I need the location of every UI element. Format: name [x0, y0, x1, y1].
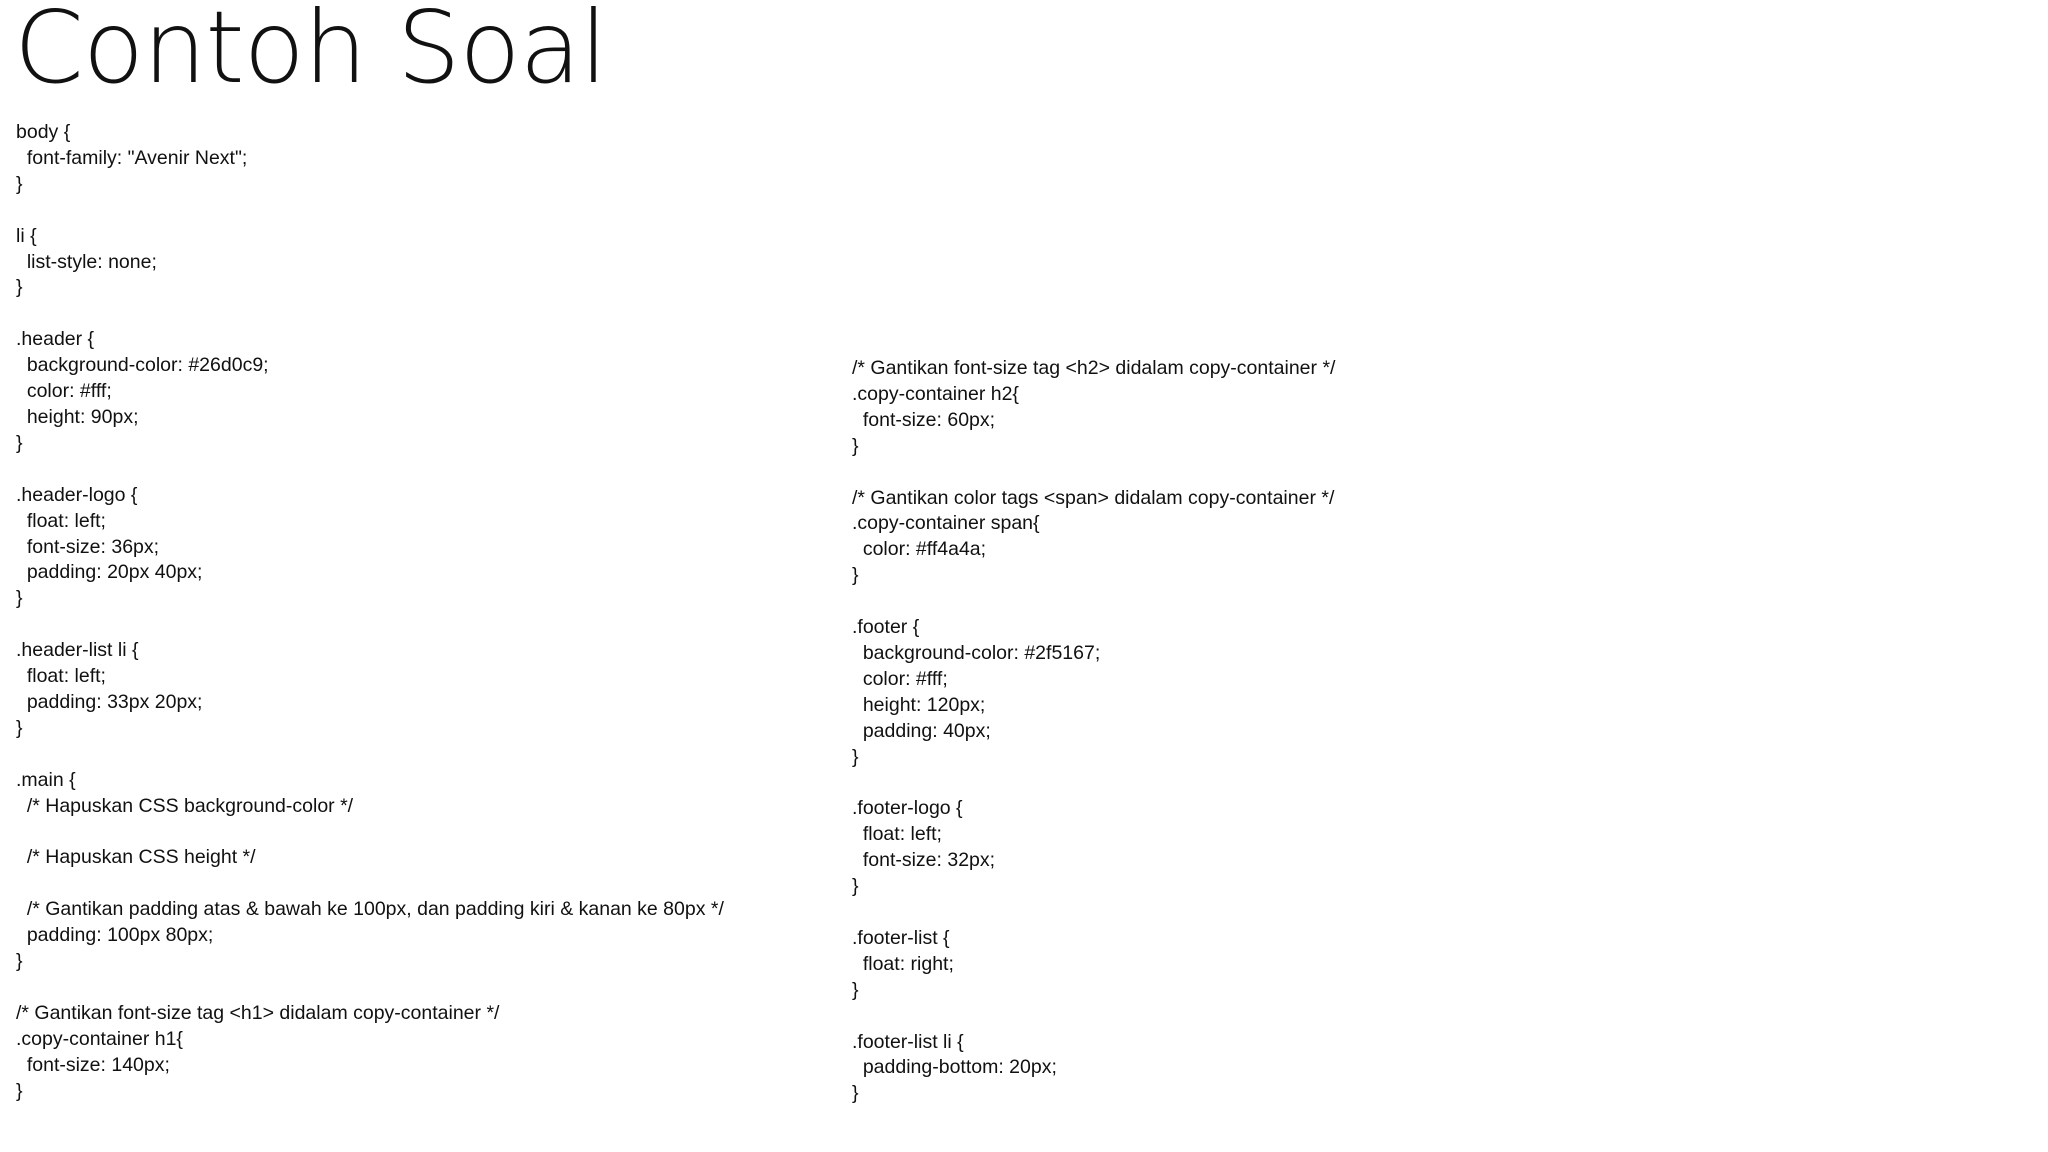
slide-title: Contoh Soal: [14, 0, 607, 106]
css-code-block-left: body { font-family: "Avenir Next"; } li { list-style: none; } .header { background-color: #26d0c9; color: #fff; height: 90px; } .header-logo { float: left; font-size: 36px; padding: 20px 40px; } .header-list li { float: left; padding: 33px 20px; } .main { /* Hapuskan CSS background-color */ /* Hapuskan CSS height */ /* Gantikan padding atas & bawah ke 100px, dan padding kiri & kanan ke 80px */ padding: 100px 80px; } /* Gantikan font-size tag <h1> didalam copy-container */ .copy-container h1{ font-size: 140px; }: [16, 121, 724, 1102]
css-code-block-right: /* Gantikan font-size tag <h2> didalam copy-container */ .copy-container h2{ font-size: 60px; } /* Gantikan color tags <span> didalam copy-container */ .copy-container span{ color: #ff4a4a; } .footer { background-color: #2f5167; color: #fff; height: 120px; padding: 40px; } .footer-logo { float: left; font-size: 32px; } .footer-list { float: right; } .footer-list li { padding-bottom: 20px; }: [852, 357, 1336, 1105]
